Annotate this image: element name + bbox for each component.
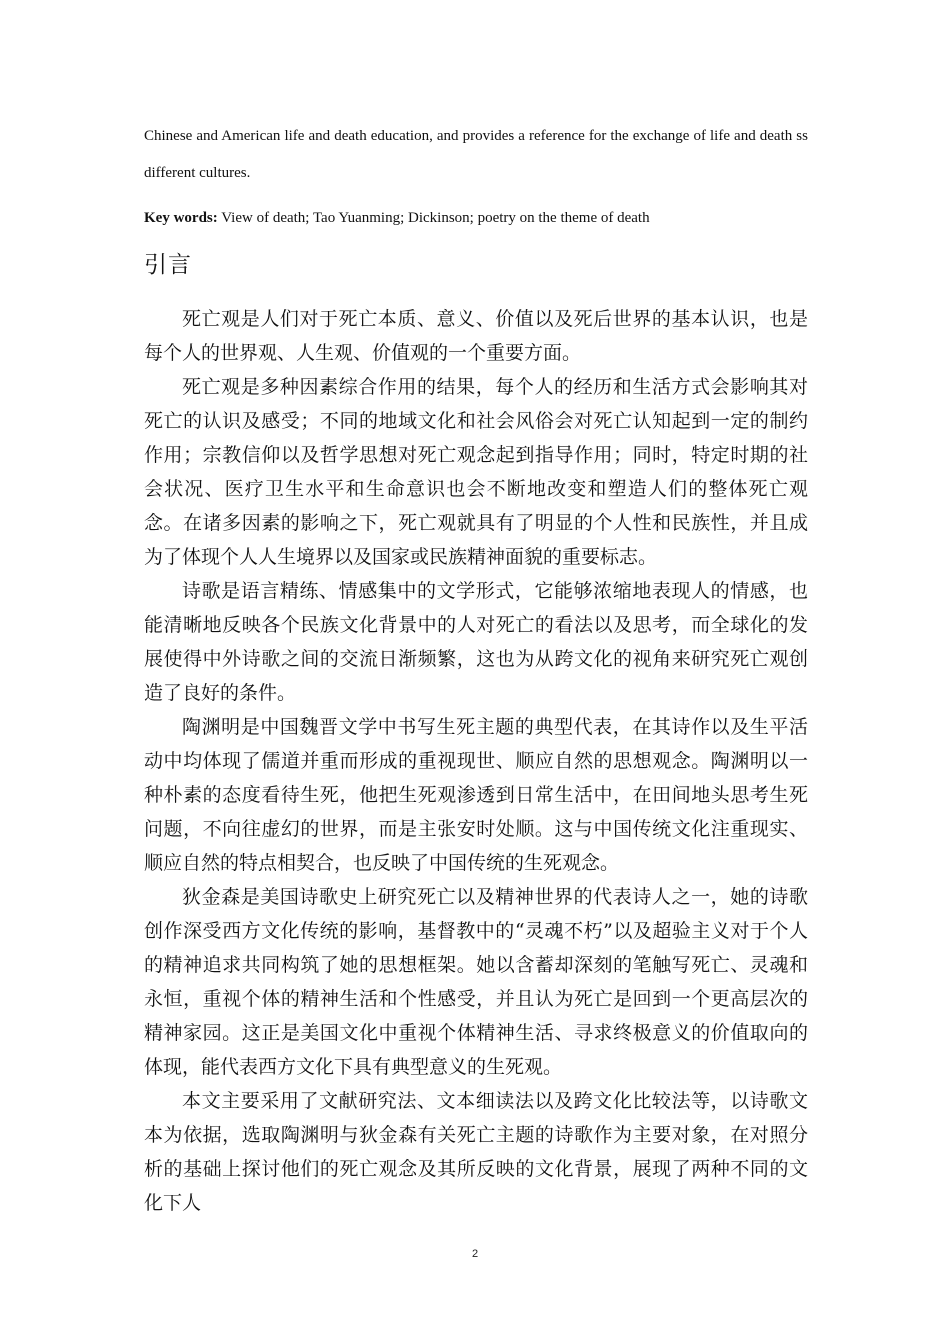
body-paragraph: 狄金森是美国诗歌史上研究死亡以及精神世界的代表诗人之一，她的诗歌创作深受西方文化传统的影响，基督教中的“灵魂不朽”以及超验主义对于个人的精神追求共同构筑了她的思想框架。她以含蓄却深刻的笔触写死亡、灵魂和永恒，重视个体的精神生活和个性感受，并且认为死亡是回到一个更高层次的精神家园。这正是美国文化中重视个体精神生活、寻求终极意义的价值取向的体现，能代表西方文化下具有典型意义的生死观。 (144, 886, 808, 1078)
page-content (144, 118, 808, 1220)
body-paragraph: 死亡观是多种因素综合作用的结果，每个人的经历和生活方式会影响其对死亡的认识及感受；不同的地域文化和社会风俗会对死亡认知起到一定的制约作用；宗教信仰以及哲学思想对死亡观念起到指导作用；同时，特定时期的社会状况、医疗卫生水平和生命意识也会不断地改变和塑造人们的整体死亡观念。在诸多因素的影响之下，死亡观就具有了明显的个人性和民族性，并且成为了体现个人人生境界以及国家或民族精神面貌的重要标志。 (144, 376, 808, 568)
introduction-body (144, 302, 808, 1220)
body-paragraph: 本文主要采用了文献研究法、文本细读法以及跨文化比较法等，以诗歌文本为依据，选取陶渊明与狄金森有关死亡主题的诗歌作为主要对象，在对照分析的基础上探讨他们的死亡观念及其所反映的文化背景，展现了两种不同的文化下人 (144, 1090, 808, 1214)
english-keywords (144, 207, 808, 229)
keywords-value: View of death; Tao Yuanming; Dickinson; poetry on the theme of death (217, 210, 650, 226)
page-number: 2 (471, 1248, 479, 1260)
keywords-label: Key words: (144, 210, 218, 226)
section-title-introduction: 引言 (144, 252, 192, 278)
body-paragraph: 死亡观是人们对于死亡本质、意义、价值以及死后世界的基本认识，也是每个人的世界观、人生观、价值观的一个重要方面。 (144, 308, 808, 364)
body-paragraph: 陶渊明是中国魏晋文学中书写生死主题的典型代表，在其诗作以及生平活动中均体现了儒道并重而形成的重视现世、顺应自然的思想观念。陶渊明以一种朴素的态度看待生死，他把生死观渗透到日常生活中，在田间地头思考生死问题，不向往虚幻的世界，而是主张安时处顺。这与中国传统文化注重现实、顺应自然的特点相契合，也反映了中国传统的生死观念。 (144, 716, 808, 874)
english-abstract-continuation: Chinese and American life and death education, and provides a reference for the exchange of life and death ss different cultures. (144, 128, 808, 181)
body-paragraph: 诗歌是语言精练、情感集中的文学形式，它能够浓缩地表现人的情感，也能清晰地反映各个民族文化背景中的人对死亡的看法以及思考，而全球化的发展使得中外诗歌之间的交流日渐频繁，这也为从跨文化的视角来研究死亡观创造了良好的条件。 (144, 580, 808, 704)
